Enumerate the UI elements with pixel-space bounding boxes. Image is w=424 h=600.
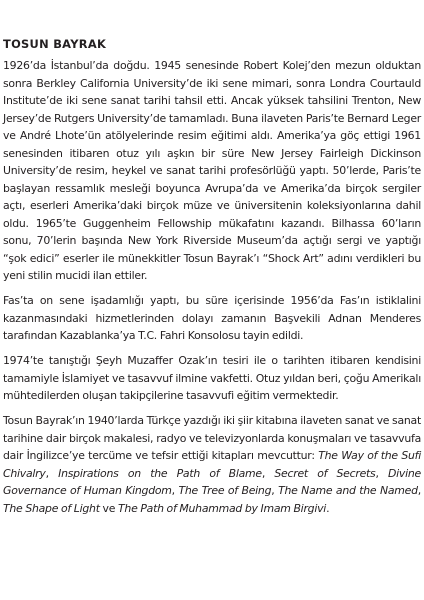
book-title: Secret of Secrets — [274, 466, 376, 480]
book-title: The Path of Muhammad by Imam Birgivi — [118, 501, 327, 515]
publications-intro: Tosun Bayrak’ın 1940’larda Türkçe yazdığı iki şiir kitabına ilaveten sanat ve sanat tarihine dair birçok makalesi, radyo ve televizyonlarda konuşmaları ve tasavvufa dair İngilizce’ye tercüme ve tefsir ettiği kitapları mevcuttur: — [3, 414, 421, 462]
list-separator: , — [171, 484, 179, 497]
book-title: Inspirations on the Path of Blame — [58, 466, 262, 480]
book-title: The Way of the Sufi Chivalry — [3, 449, 421, 480]
biography-paragraph-1: 1926’da İstanbul’da doğdu. 1945 senesinde Robert Kolej’den mezun olduktan sonra Berkley California University’de iki sene mimari, sonra Londra Courtauld Institute’de iki sene sanat tarihi tahsil etti. Ancak yüksek tahsilini Trenton, New Jersey’de Rutgers University’de tamamladı. Buna ilaveten Paris’te Bernard Leger ve André Lhote’ün atölyelerinde resim eğitimi aldı. Amerika’ya göç ettigi 1961 senesinden itibaren otuz yılı aşkın bir süre New Jersey Fairleigh Dickinson University’de resim, heykel ve sanat tarihi profesörlüğü yaptı. 50’lerde, Paris’te başlayan ressamlık mesleği boyunca Avrupa’da ve Amerika’da birçok sergiler açtı, eserleri Amerika’daki birçok müze ve üniversitenin koleksiyonlarına dahil oldu. 1965’te Guggenheim Fellowship mükafatını kazandı. Bilhassa 60’ların sonu, 70’lerin başında New York Riverside Museum’da açtığı sergi ve yaptığı “şok edici” eserler ile münekkitler Tosun Bayrak’ı “Shock Art” adını verdikleri bu yeni stilin mucidi ilan ettiler. — [3, 59, 421, 282]
list-separator: , — [271, 484, 279, 497]
book-title: The Name and the Named — [278, 484, 418, 497]
list-separator: , — [417, 484, 421, 497]
list-separator: , — [375, 466, 388, 480]
biography-paragraph-4 — [3, 412, 421, 517]
biography-paragraph-3: 1974’te tanıştığı Şeyh Muzaffer Ozak’ın tesiri ile o tarihten itibaren kendisini tamamiyle İslamiyet ve tasavvuf ilmine vakfetti. Otuz yıldan beri, çoğu Amerikalı mühtedilerden oluşan takipçilerine tasavvufi eğitim vermektedir. — [3, 354, 421, 402]
book-title: Divine Governance of Human Kingdom — [3, 466, 421, 497]
author-heading: TOSUN BAYRAK — [3, 37, 107, 51]
book-title: The Shape of Light — [3, 501, 100, 515]
list-separator: , — [261, 466, 275, 480]
list-conjunction: ve — [99, 501, 119, 515]
biography-paragraph-2: Fas’ta on sene işadamlığı yaptı, bu süre içerisinde 1956’da Fas’ın istiklalini kazanmasındaki hizmetlerinden dolayı zamanın Başvekili Adnan Menderes tarafından Kazablanka’ya T.C. Fahri Konsolosu tayin edildi. — [3, 294, 421, 342]
list-separator: , — [45, 466, 59, 480]
book-title: The Tree of Being — [178, 484, 272, 497]
list-ending: . — [326, 501, 330, 515]
